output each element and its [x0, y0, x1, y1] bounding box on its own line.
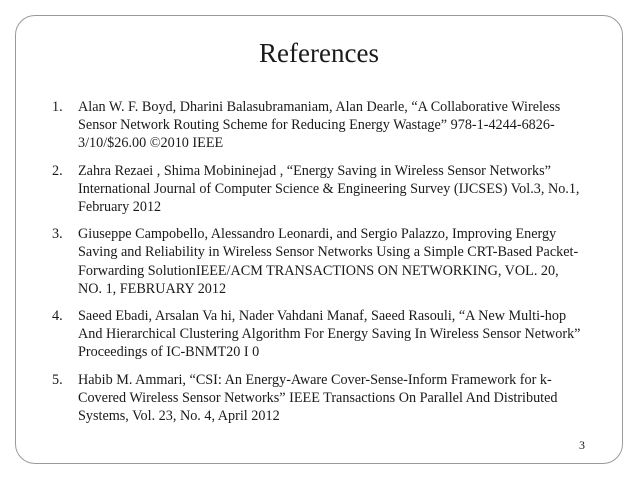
reference-line: Alan W. F. Boyd, Dharini Balasubramaniam, Alan Dearle, “A Collaborative Wireless [78, 99, 561, 115]
slide-title: References [259, 38, 379, 68]
reference-line: Sensor Network Routing Scheme for Reducing Energy Wastage” 978-1-4244-6826- [78, 117, 555, 134]
reference-item [52, 162, 584, 217]
reference-line: Habib M. Ammari, “CSI: An Energy-Aware Cover-Sense-Inform Framework for k- [78, 371, 552, 388]
reference-line: Forwarding SolutionIEEE/ACM TRANSACTIONS ON NETWORKING, VOL. 20, [78, 262, 559, 279]
reference-line: International Journal of Computer Science & Engineering Survey (IJCSES) Vol.3, No.1, [78, 180, 580, 197]
reference-number: 4. [52, 308, 63, 325]
reference-number: 5. [52, 371, 63, 388]
reference-item [52, 225, 584, 298]
reference-number: 3. [52, 226, 63, 243]
page-number: 3 [579, 438, 585, 452]
reference-line: NO. 1, FEBRUARY 2012 [78, 280, 227, 297]
reference-line: Systems, Vol. 23, No. 4, April 2012 [78, 408, 280, 425]
reference-list [52, 98, 584, 434]
reference-number: 1. [52, 99, 63, 115]
reference-item [52, 307, 584, 362]
reference-number: 2. [52, 162, 63, 179]
reference-line: Saeed Ebadi, Arsalan Va hi, Nader Vahdani Manaf, Saeed Rasouli, “A New Multi-hop [78, 308, 567, 325]
reference-line: Giuseppe Campobello, Alessandro Leonardi, and Sergio Palazzo, Improving Energy [78, 226, 557, 243]
reference-line: Covered Wireless Sensor Networks” IEEE Transactions On Parallel And Distributed [78, 389, 558, 406]
reference-item [52, 98, 584, 153]
reference-item [52, 371, 584, 426]
reference-line: Proceedings of IC-BNMT20 I 0 [78, 344, 260, 361]
reference-line: And Hierarchical Clustering Algorithm For Energy Saving In Wireless Sensor Network” [78, 326, 581, 343]
reference-line: February 2012 [78, 199, 162, 216]
reference-line: 3/10/$26.00 ©2010 IEEE [78, 135, 224, 152]
reference-line: Saving and Reliability in Wireless Sensor Networks Using a Simple CRT-Based Packet- [78, 244, 579, 261]
reference-line: Zahra Rezaei , Shima Mobininejad , “Energy Saving in Wireless Sensor Networks” [78, 162, 551, 179]
